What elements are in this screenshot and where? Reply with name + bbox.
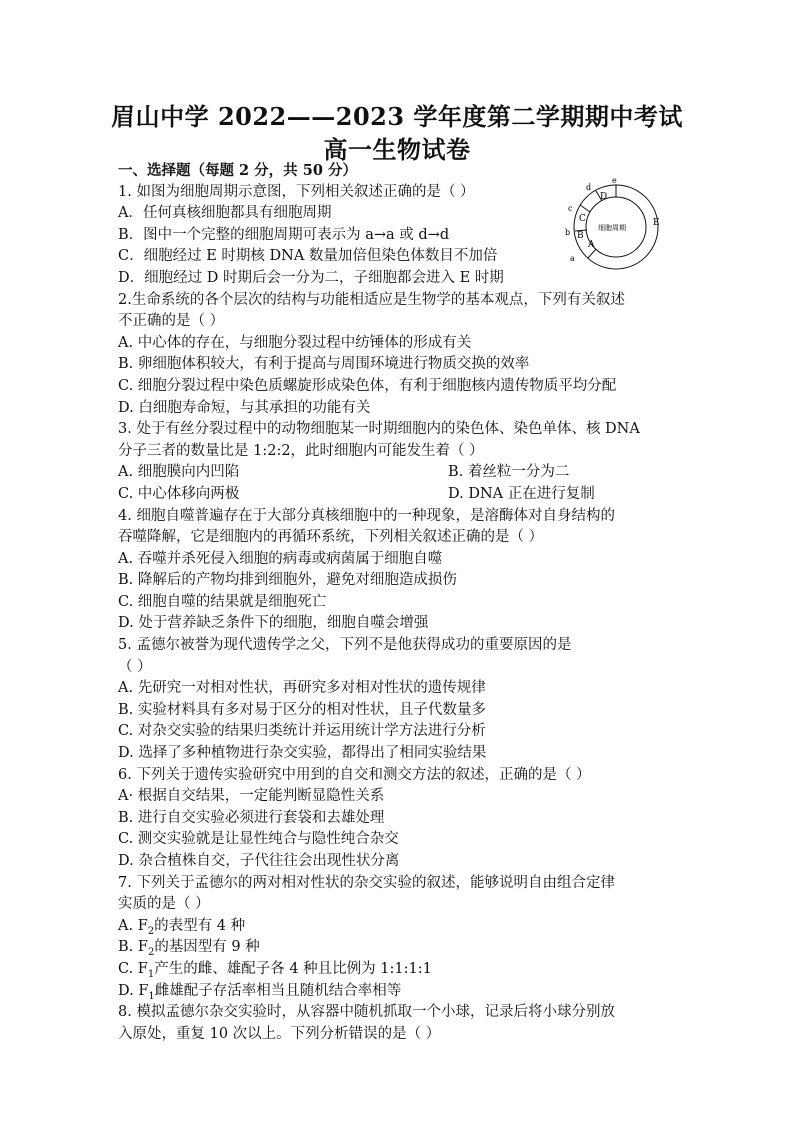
q5-stem-line1: 5. 孟德尔被誉为现代遗传学之父，下列不是他获得成功的重要原因的是 (118, 637, 572, 654)
q1-option-c: C．细胞经过 E 时期核 DNA 数量加倍但染色体数目不加倍 (118, 248, 498, 265)
q4-stem-line1: 4. 细胞自噬普遍存在于大部分真核细胞中的一种现象，是溶酶体对自身结构的 (118, 507, 615, 524)
q6-option-b: B. 进行自交实验必须进行套袋和去雄处理 (118, 809, 385, 826)
diagram-label-d: d (586, 183, 592, 192)
diagram-label-C: C (579, 214, 586, 224)
q6-option-a: A· 根据自交结果，一定能判断显隐性关系 (118, 788, 385, 805)
q2-option-d: D. 白细胞寿命短，与其承担的功能有关 (118, 399, 371, 416)
q5-option-c: C. 对杂交实验的结果归类统计并运用统计学方法进行分析 (118, 723, 486, 740)
q1-stem: 1. 如图为细胞周期示意图，下列相关叙述正确的是（ ） (118, 183, 475, 200)
q3-option-d: D. DNA 正在进行复制 (448, 485, 595, 502)
diagram-label-D: D (600, 192, 608, 202)
diagram-label-B: B (577, 231, 584, 241)
q2-stem-line1: 2.生命系统的各个层次的结构与功能相适应是生物学的基本观点，下列有关叙述 (118, 291, 625, 308)
q8-stem-line2: 入原处，重复 10 次以上。下列分析错误的是（ ） (118, 1025, 441, 1042)
q3-options-row1 (118, 462, 678, 484)
diagram-label-c: c (568, 204, 573, 213)
q1-option-d: D．细胞经过 D 时期后会一分为二，子细胞都会进入 E 时期 (118, 269, 504, 286)
q5-option-b: B. 实验材料具有多对易于区分的相对性状，且子代数量多 (118, 701, 486, 718)
q2-option-a: A. 中心体的存在，与细胞分裂过程中纺锤体的形成有关 (118, 334, 472, 351)
q8-stem-line1: 8. 模拟孟德尔杂交实验时，从容器中随机抓取一个小球，记录后将小球分别放 (118, 1004, 615, 1021)
q1-option-b: B．图中一个完整的细胞周期可表示为 a→a 或 d→d (118, 226, 450, 243)
q4-stem-line2: 吞噬降解，它是细胞内的再循环系统，下列相关叙述正确的是（ ） (118, 529, 544, 546)
diagram-label-E: E (653, 218, 660, 228)
q7-stem-line2: 实质的是（ ） (118, 896, 210, 913)
q4-option-d: D. 处于营养缺乏条件下的细胞，细胞自噬会增强 (118, 615, 429, 632)
q3-option-a: A. 细胞膜向内凹陷 (118, 464, 240, 481)
q7-stem-line1: 7. 下列关于孟德尔的两对相对性状的杂交实验的叙述，能够说明自由组合定律 (118, 874, 615, 891)
q2-option-b: B. 卵细胞体积较大，有利于提高与周围环境进行物质交换的效率 (118, 356, 530, 373)
q6-option-d: D. 杂合植株自交，子代往往会出现性状分离 (118, 853, 400, 869)
diagram-label-b: b (565, 228, 571, 237)
q2-stem-line2: 不正确的是（ ） (118, 313, 225, 330)
diagram-label-e: e (612, 176, 617, 185)
q3-option-b: B. 着丝粒一分为二 (448, 464, 570, 481)
q4-option-a: A. 吞噬并杀死侵入细胞的病毒或病菌属于细胞自噬 (118, 550, 443, 567)
q5-option-d: D. 选择了多种植物进行杂交实验，都得出了相同实验结果 (118, 745, 487, 762)
diagram-center-label: 细胞周期 (598, 224, 626, 232)
q4-option-c: C. 细胞自噬的结果就是细胞死亡 (118, 593, 327, 610)
q3-stem-line2: 分子三者的数量比是 1:2:2，此时细胞内可能发生着（ ） (118, 442, 484, 459)
q7-option-c: C. $F_1$产生的雌、雄配子各 4 种且比例为 1:1:1:1 (118, 960, 432, 980)
q4-option-b: B. 降解后的产物均排到细胞外，避免对细胞造成损伤 (118, 572, 457, 589)
diagram-label-a: a (570, 254, 575, 263)
q5-stem-line2: （ ） (118, 658, 152, 675)
q3-option-c: C. 中心体移向两极 (118, 485, 240, 502)
q2-option-c: C. 细胞分裂过程中染色质螺旋形成染色体，有利于细胞核内遗传物质平均分配 (118, 377, 617, 394)
q5-option-a: A. 先研究一对相对性状，再研究多对相对性状的遗传规律 (118, 680, 486, 697)
exam-title: 眉山中学 2022——2023 学年度第二学期期中考试 (111, 102, 683, 131)
q6-stem: 6. 下列关于遗传实验研究中用到的自交和测交方法的叙述，正确的是（ ） (118, 766, 591, 783)
q7-option-a: A. $F_2$的表型有 4 种 (118, 917, 246, 937)
q6-option-c: C. 测交实验就是让显性纯合与隐性纯合杂交 (118, 831, 399, 848)
q3-stem-line1: 3. 处于有丝分裂过程中的动物细胞某一时期细胞内的染色体、染色单体、核 DNA (118, 421, 640, 438)
q7-option-d: D. $F_1$雌雄配子存活率相当且随机结合率相等 (118, 982, 402, 1002)
exam-content (118, 160, 678, 1045)
q7-option-b: B. $F_2$的基因型有 9 种 (118, 939, 260, 959)
section-heading: 一、选择题（每题 2 分，共 50 分） (118, 162, 357, 179)
exam-subtitle: 高一生物试卷 (323, 135, 471, 164)
diagram-label-A: A (588, 240, 595, 250)
q3-options-row2 (118, 484, 678, 506)
q1-option-a: A．任何真核细胞都具有细胞周期 (118, 205, 332, 222)
